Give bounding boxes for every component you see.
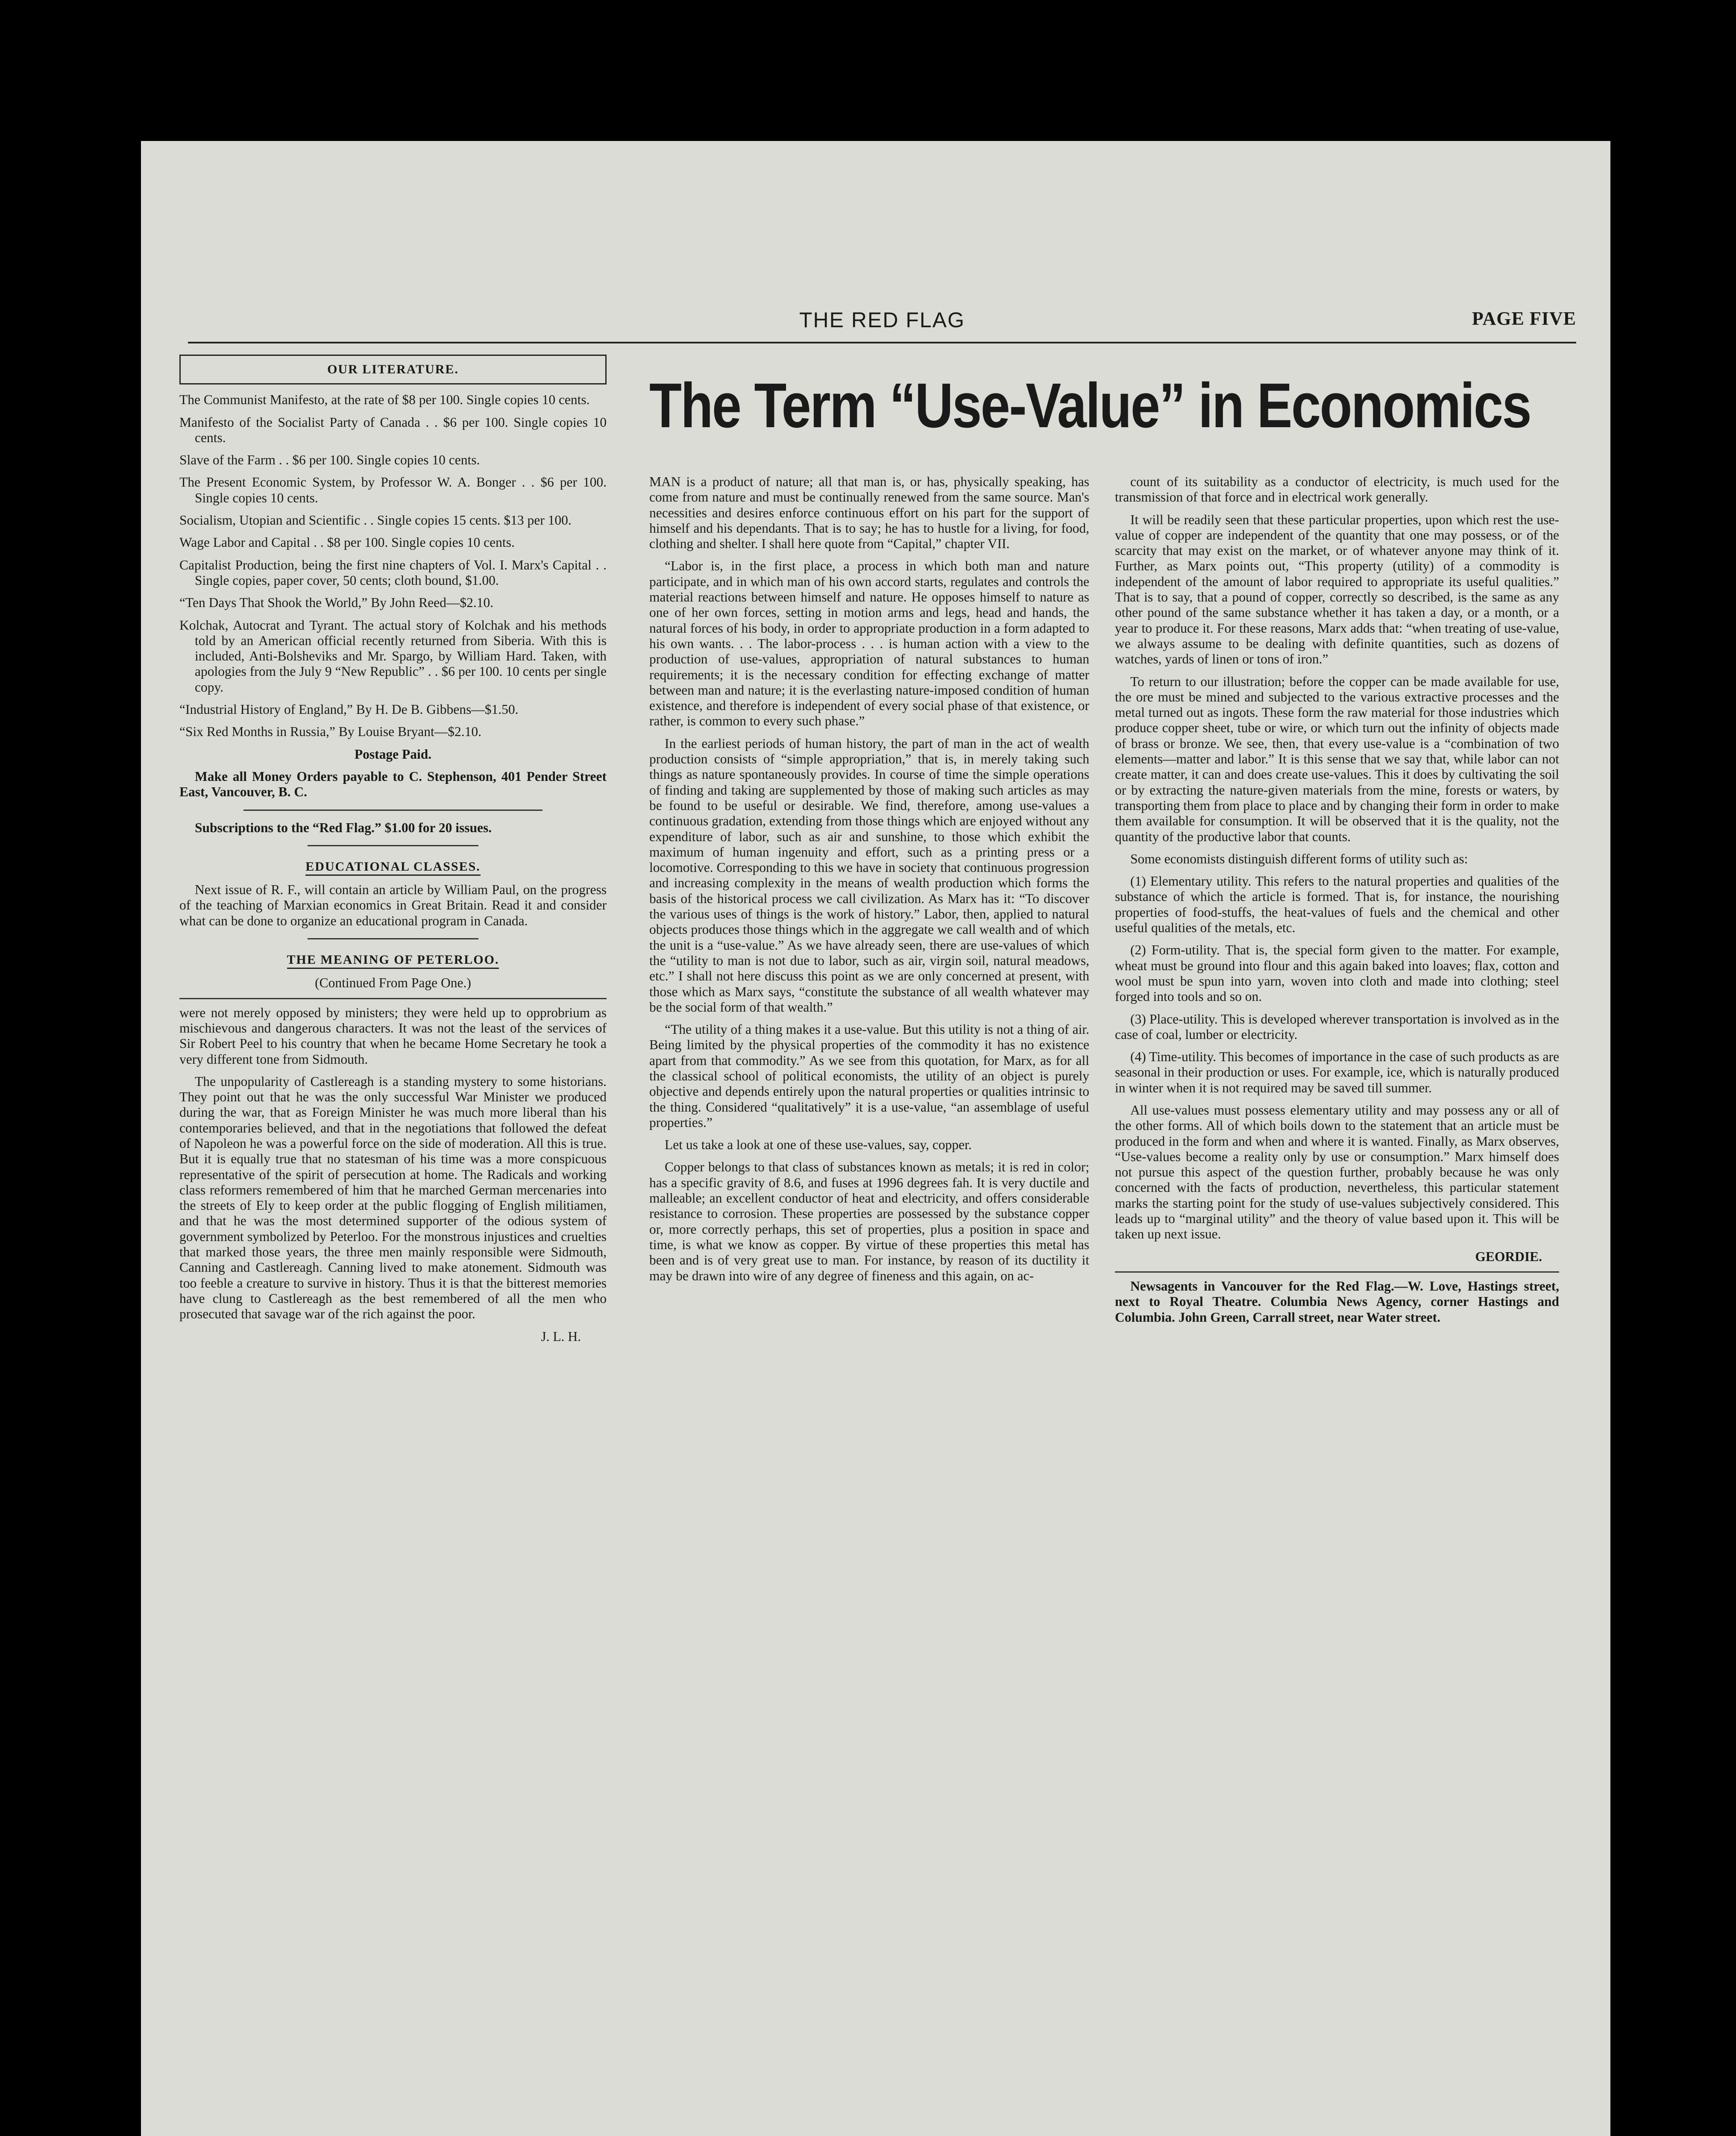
paragraph: “Labor is, in the first place, a process in which both man and nature participate, and in which man of his own accord starts, regulates and controls the material reactions between himself and nature. He opposes himself to nature as one of her own forces, setting in motion arms and legs, head and hands, the natural forces of his body, in order to appropriate production in a form adapted to his own wants. . . The labor-process . . . is human action with a view to the production of use-values, appropriation of natural substances to human requirements; it is the necessary condition for effecting exchange of matter between man and nature; it is the everlasting nature-imposed condition of human existence, and therefore is independent of every social phase of that existence, or rather, is common to every such phase.” [649, 558, 1089, 729]
newsagents-note: Newsagents in Vancouver for the Red Flag.—W. Love, Hastings street, next to Royal Theatre. Columbia News Agency, corner Hastings and Columbia. John Green, Carrall street, near Water street. [1115, 1278, 1559, 1325]
literature-item: “Six Red Months in Russia,” By Louise Bryant—$2.10. [179, 724, 481, 739]
money-orders-note: Make all Money Orders payable to C. Stephenson, 401 Pender Street East, Vancouver, B. C. [179, 769, 607, 800]
literature-heading: OUR LITERATURE. [179, 355, 607, 384]
paragraph: In the earliest periods of human history, the part of man in the act of wealth production consists of “simple appropriation,” that is, in merely taking such things as nature spontaneously provides. In course of time the simple operations of finding and taking are supplemented by those of making such articles as may be found to be useful or desirable. We find, therefore, among use-values a continuous gradation, extending from those things which are enjoyed without any expenditure of labor, such as air and sunshine, to those which exhibit the maximum of human ingenuity and effort, such as a printing press or a locomotive. Corresponding to this we have in society that continuous progression and increasing complexity in the means of wealth production which forms the basis of the historical process we call civilization. As Marx has it: “To discover the various uses of things is the work of history.” Labor, then, applied to natural objects produces those things which in the aggregate we call wealth and of which the unit is a “use-value.” As we have already seen, there are use-values of which the “utility to man is not due to labor, such as air, virgin soil, natural meadows, etc.” I shall not here discuss this point as we are only concerned at present, with those which as Marx says, “constitute the substance of all wealth whatever may be the social form of that wealth.” [649, 736, 1089, 1015]
paragraph: (1) Elementary utility. This refers to the natural properties and qualities of the substance of which the article is formed. That is, for instance, the nourishing properties of food-stuffs, the heat-values of fuels and the chemical and other useful qualities of the metals, etc. [1115, 874, 1559, 936]
subscriptions-note: Subscriptions to the “Red Flag.” $1.00 for 20 issues. [195, 820, 492, 835]
divider [243, 810, 542, 811]
literature-item: The Communist Manifesto, at the rate of $8 per 100. Single copies 10 cents. [179, 392, 590, 408]
peterloo-paragraph: were not merely opposed by ministers; they were held up to opprobrium as mischievous and dangerous characters. It was not the least of the services of Sir Robert Peel to his country that when he became Home Secretary he took a very different tone from Sidmouth. [179, 1005, 607, 1067]
postage-note: Postage Paid. [354, 746, 432, 762]
divider [179, 998, 607, 999]
literature-item: The Present Economic System, by Professor W. A. Bonger . . $6 per 100. Single copies 10 cents. [179, 475, 607, 505]
continued-note: (Continued From Page One.) [315, 975, 471, 991]
peterloo-paragraph: The unpopularity of Castlereagh is a standing mystery to some historians. They point out that he was the only successful War Minister we produced during the war, that as Foreign Minister he was much more liberal than his contemporaries believed, and that in the negotiations that followed the defeat of Napoleon he was a powerful force on the side of moderation. All this is true. But it is equally true that no statesman of his time was a more conspicuous representative of the spirit of persecution at home. The Radicals and working class reformers remembered of him that he marched German mercenaries into the streets of Ely to keep order at the public flogging of English militiamen, and that he was the most determined supporter of the odious system of government symbolized by Peterloo. For the monstrous injustices and cruelties that marked those years, the three men mainly responsible were Sidmouth, Canning and Castlereagh. Canning lived to make atonement. Sidmouth was too feeble a creature to survive in history. Thus it is that the bitterest memories have clung to Castlereagh as the best remembered of all the men who prosecuted that savage war of the rich against the poor. [179, 1074, 607, 1322]
paragraph: Let us take a look at one of these use-values, say, copper. [665, 1137, 972, 1153]
paragraph: Copper belongs to that class of substances known as metals; it is red in color; has a specific gravity of 8.6, and fuses at 1996 degrees fah. It is very ductile and malleable; an excellent conductor of heat and electricity, and offers considerable resistance to corrosion. These properties are possessed by the substance copper or, more correctly perhaps, this set of properties, plus a position in space and time, is what we know as copper. By virtue of these properties this metal has been and is of very great use to man. For instance, by reason of its ductility it may be drawn into wire of any degree of fineness and this again, on ac- [649, 1159, 1089, 1283]
middle-column [649, 474, 1089, 1291]
literature-item: Kolchak, Autocrat and Tyrant. The actual story of Kolchak and his methods told by an American official recently returned from Siberia. With this is included, Anti-Bolsheviks and Mr. Spargo, by William Hard. Taken, with apologies from the July 9 “New Republic” . . $6 per 100. 10 cents per single copy. [179, 617, 607, 695]
paragraph: Some economists distinguish different forms of utility such as: [1130, 851, 1468, 866]
peterloo-heading: THE MEANING OF PETERLOO. [179, 952, 607, 968]
paragraph: (2) Form-utility. That is, the special form given to the matter. For example, wheat must be ground into flour and this again baked into loaves; flax, cotton and wool must be spun into yarn, woven into cloth and made into clothing; steel forged into tools and so on. [1115, 942, 1559, 1004]
paragraph: “The utility of a thing makes it a use-value. But this utility is not a thing of air. Being limited by the physical properties of the commodity it has no existence apart from that commodity.” As we see from this quotation, for Marx, as for all the classical school of political economists, the utility of an object is purely objective and depends entirely upon the natural properties or qualities intrinsic to the thing. Considered “qualitatively” it is a use-value, “an assemblage of useful properties.” [649, 1022, 1089, 1130]
article-body-part-2 [1115, 474, 1559, 1242]
right-column [1115, 474, 1559, 1332]
paragraph: count of its suitability as a conductor of electricity, is much used for the transmission of that force and in electrical work generally. [1115, 474, 1559, 505]
newspaper-page [141, 141, 1610, 2136]
paper-name: THE RED FLAG [799, 308, 965, 332]
article-signature: GEORDIE. [1475, 1249, 1542, 1264]
article-headline: The Term “Use-Value” in Economics [649, 370, 1531, 441]
paragraph: It will be readily seen that these particular properties, upon which rest the use-value of copper are independent of the quantity that one may possess, or of the scarcity that may exist on the market, or of whatever anyone may think of it. Further, as Marx points out, “This property (utility) of a commodity is independent of the amount of labor required to appropriate its useful qualities.” That is to say, that a pound of copper, correctly so described, is the same as any other pound of the same substance whether it has taken a day, or a month, or a year to produce it. For these reasons, Marx adds that: “when treating of use-value, we always assume to be dealing with definite quantities, such as dozens of watches, yards of linen or tons of iron.” [1115, 512, 1559, 667]
literature-item: Wage Labor and Capital . . $8 per 100. Single copies 10 cents. [179, 535, 515, 550]
paragraph: (3) Place-utility. This is developed wherever transportation is involved as in the case of coal, lumber or electricity. [1115, 1011, 1559, 1042]
literature-item: “Industrial History of England,” By H. De B. Gibbens—$1.50. [179, 702, 519, 717]
divider [308, 938, 478, 939]
literature-item: Capitalist Production, being the first nine chapters of Vol. I. Marx's Capital . . Single copies, paper cover, 50 cents; cloth bound, $1.00. [179, 557, 607, 588]
page-number: PAGE FIVE [1472, 308, 1576, 329]
paragraph: All use-values must possess elementary utility and may possess any or all of the other forms. All of which boils down to the statement that an article must be produced in the form and when and where it is wanted. Finally, as Marx observes, “Use-values become a reality only by use or consumption.” Marx himself does not pursue this aspect of the question further, probably because he was only concerned with the facts of production, nevertheless, this particular statement marks the starting point for the study of use-values subjectively considered. This leads up to “marginal utility” and the theory of value based upon it. This will be taken up next issue. [1115, 1102, 1559, 1242]
divider [308, 845, 478, 846]
literature-item: “Ten Days That Shook the World,” By John Reed—$2.10. [179, 595, 494, 610]
paragraph: To return to our illustration; before the copper can be made available for use, the ore must be mined and subjected to the various extractive processes and the metal turned out as ingots. These form the raw material for those industries which produce copper sheet, tube or wire, or which turn out the infinity of objects made of brass or bronze. We see, then, that every use-value is a “combination of two elements—matter and labor.” It is this sense that we say that, while labor can not create matter, it can and does create use-values. This it does by cultivating the soil or by extracting the nature-given materials from the mine, forests or waters, by transporting them from place to place and by changing their form in order to make them available for consumption. It will be observed that it is the quality, not the quantity of the productive labor that counts. [1115, 674, 1559, 844]
educational-text: Next issue of R. F., will contain an article by William Paul, on the progress of the teaching of Marxian economics in Great Britain. Read it and consider what can be done to organize an educational program in Canada. [179, 882, 607, 928]
literature-list [179, 392, 607, 739]
divider [1115, 1271, 1559, 1273]
article-body-part-1 [649, 474, 1089, 1284]
paragraph: (4) Time-utility. This becomes of importance in the case of such products as are seasonal in their production or uses. For example, ice, which is naturally produced in winter when it is not required may be saved till summer. [1115, 1049, 1559, 1095]
literature-item: Manifesto of the Socialist Party of Canada . . $6 per 100. Single copies 10 cents. [179, 414, 607, 445]
educational-heading: EDUCATIONAL CLASSES. [179, 859, 607, 874]
literature-item: Slave of the Farm . . $6 per 100. Single copies 10 cents. [179, 452, 480, 468]
paragraph: MAN is a product of nature; all that man is, or has, physically speaking, has come from nature and must be continually renewed from the same source. Man's necessities and desires enforce continuous effort on his part for the support of himself and his dependants. That is to say; he has to hustle for a living, for food, clothing and shelter. I shall here quote from “Capital,” chapter VII. [649, 474, 1089, 552]
peterloo-signature: J. L. H. [541, 1329, 581, 1344]
left-column [179, 355, 607, 1351]
literature-item: Socialism, Utopian and Scientific . . Single copies 15 cents. $13 per 100. [179, 513, 572, 528]
page-header [188, 308, 1576, 343]
